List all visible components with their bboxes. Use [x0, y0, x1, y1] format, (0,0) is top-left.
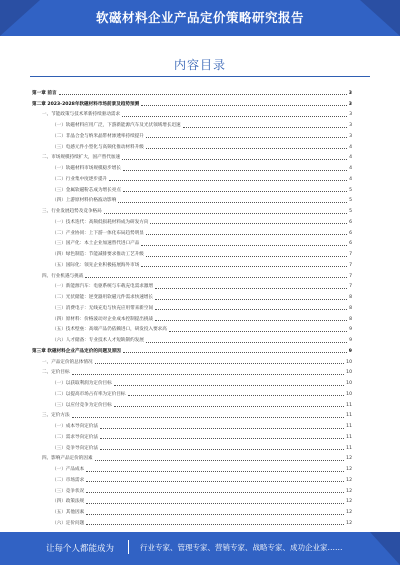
toc-entry[interactable]: [32, 344, 352, 355]
toc-entry-title: （二）非晶合金与纳米晶带材渗透率持续提升: [52, 133, 144, 139]
toc-entry-title: 四、行业机遇与挑战: [42, 273, 84, 279]
toc-entry-title: （四）政策法规: [52, 499, 85, 505]
toc-entry-title: （二）行业集中度逐步提升: [52, 176, 108, 182]
toc-entry-page: 4: [349, 155, 352, 161]
toc-entry[interactable]: [32, 140, 352, 151]
toc-leader-dots: [95, 363, 345, 364]
toc-entry[interactable]: [32, 505, 352, 516]
toc-entry-title: （三）竞争状况: [52, 488, 85, 494]
toc-entry-page: 6: [349, 241, 352, 247]
toc-entry[interactable]: [32, 441, 352, 452]
toc-entry-page: 9: [348, 348, 352, 354]
toc-entry[interactable]: [32, 290, 352, 301]
toc-entry[interactable]: [32, 161, 352, 172]
toc-entry-page: 4: [349, 144, 352, 150]
toc-entry-page: 3: [348, 90, 352, 96]
toc-entry[interactable]: [32, 183, 352, 194]
toc-entry-page: 12: [346, 520, 352, 526]
toc-entry-page: 7: [349, 273, 352, 279]
toc-entry[interactable]: [32, 419, 352, 430]
toc-entry-title: （二）光伏储能：逆变器用软磁元件需求快速增长: [52, 295, 154, 300]
toc-entry[interactable]: [32, 323, 352, 334]
toc-leader-dots: [86, 492, 344, 493]
toc-entry-title: （一）成本导向定价法: [52, 424, 98, 429]
toc-entry-page: 11: [346, 445, 352, 451]
toc-entry[interactable]: [32, 129, 352, 140]
toc-leader-dots: [128, 395, 345, 396]
toc-entry-title: 第三章 软磁材料企业产品定价的问题及原因: [32, 348, 121, 354]
toc-entry-title: 一、节能政策与技术革新持续驱动需求: [42, 112, 121, 118]
toc-entry[interactable]: [32, 376, 352, 387]
toc-leader-dots: [122, 159, 347, 160]
toc-leader-dots: [122, 116, 347, 117]
toc-entry[interactable]: [32, 194, 352, 205]
toc-leader-dots: [155, 299, 347, 300]
toc-entry-page: 5: [349, 187, 352, 193]
toc-entry-title: 二、市场规模持续扩大，国产替代加速: [42, 155, 121, 161]
toc-entry[interactable]: [32, 333, 352, 344]
toc-leader-dots: [59, 94, 347, 95]
toc-leader-dots: [86, 503, 344, 504]
toc-entry-page: 7: [349, 262, 352, 268]
toc-entry-title: （一）软磁材料市场规模稳步增长: [52, 166, 121, 171]
toc-entry-page: 8: [349, 316, 352, 322]
toc-leader-dots: [123, 191, 347, 192]
toc-entry[interactable]: [32, 247, 352, 258]
toc-entry-title: （二）市场需求: [52, 477, 85, 483]
toc-leader-dots: [146, 234, 347, 235]
toc-entry-title: （一）产品成本: [52, 467, 85, 472]
toc-title: 内容目录: [173, 58, 226, 72]
toc-leader-dots: [100, 428, 344, 429]
toc-entry-title: （二）需求导向定价法: [52, 434, 98, 440]
toc-entry-page: 3: [349, 112, 352, 118]
toc-leader-dots: [104, 213, 347, 214]
table-of-contents: [32, 86, 352, 527]
toc-entry-title: （六）定价问题: [52, 520, 85, 526]
toc-leader-dots: [155, 288, 347, 289]
toc-leader-dots: [85, 277, 347, 278]
toc-entry-page: 7: [349, 252, 352, 257]
toc-entry-page: 11: [346, 434, 352, 440]
toc-entry-title: （三）金属软磁粉芯成为增长亮点: [52, 187, 121, 193]
toc-entry-title: 三、行业发展趋势及竞争格局: [42, 209, 102, 214]
toc-entry[interactable]: [32, 226, 352, 237]
toc-entry[interactable]: [32, 366, 352, 377]
toc-entry-title: （三）国产化：本土企业加速替代进口产品: [52, 241, 140, 247]
toc-entry-page: 4: [349, 166, 352, 171]
toc-entry[interactable]: [32, 151, 352, 162]
toc-leader-dots: [100, 449, 344, 450]
toc-entry-page: 6: [349, 230, 352, 236]
toc-entry-title: （三）电感元件小型化与高频化推动材料升级: [52, 144, 144, 150]
toc-entry[interactable]: [32, 312, 352, 323]
toc-entry-title: （四）绿色制造：节能减排要求推动工艺升级: [52, 252, 144, 257]
toc-entry-title: 第一章 前言: [32, 90, 57, 96]
toc-leader-dots: [141, 245, 347, 246]
toc-leader-dots: [146, 137, 347, 138]
toc-entry-title: （六）人才储备：专业技术人才短缺制约发展: [52, 338, 144, 343]
toc-entry[interactable]: [32, 280, 352, 291]
toc-entry-page: 3: [348, 101, 352, 107]
toc-entry-page: 9: [349, 338, 352, 343]
toc-entry-title: （三）竞争导向定价法: [52, 445, 98, 451]
toc-entry[interactable]: [32, 484, 352, 495]
toc-leader-dots: [109, 180, 347, 181]
toc-entry[interactable]: [32, 409, 352, 420]
toc-entry-page: 10: [346, 391, 352, 397]
toc-entry[interactable]: [32, 398, 352, 409]
toc-entry-title: 一、产品定价的总体情况: [42, 359, 93, 365]
toc-entry-title: （一）以获取利润为定价目标: [52, 381, 112, 386]
toc-entry-page: 12: [346, 499, 352, 505]
toc-entry-page: 12: [346, 510, 352, 515]
toc-entry-title: （五）其他因素: [52, 510, 85, 515]
toc-entry-title: （一）新能源汽车：电驱系统与车载充电需求激增: [52, 284, 154, 290]
toc-entry-page: 12: [346, 467, 352, 472]
toc-entry[interactable]: [32, 215, 352, 226]
toc-entry-page: 5: [349, 209, 352, 214]
toc-leader-dots: [141, 266, 347, 267]
toc-entry[interactable]: [32, 430, 352, 441]
toc-leader-dots: [123, 352, 347, 353]
toc-entry-page: 11: [346, 424, 352, 429]
toc-entry[interactable]: [32, 462, 352, 473]
toc-entry[interactable]: [32, 301, 352, 312]
toc-entry-title: （一）技术迭代：高频低损耗材料成为研发方向: [52, 219, 149, 225]
toc-leader-dots: [95, 460, 345, 461]
toc-entry[interactable]: [32, 86, 352, 97]
toc-leader-dots: [86, 514, 344, 515]
toc-entry-title: （五）技术壁垒：高端产品仍依赖进口，研发投入要求高: [52, 327, 167, 333]
toc-entry[interactable]: [32, 473, 352, 484]
toc-entry-page: 4: [349, 176, 352, 182]
toc-divider: [30, 76, 370, 77]
toc-leader-dots: [72, 417, 345, 418]
toc-entry[interactable]: [32, 495, 352, 506]
toc-entry-page: 10: [346, 381, 352, 386]
toc-entry[interactable]: [32, 516, 352, 527]
footer-decoration: [370, 532, 400, 565]
toc-leader-dots: [141, 105, 347, 106]
footer-divider: [128, 540, 129, 554]
toc-entry-page: 10: [346, 370, 352, 376]
toc-leader-dots: [114, 406, 344, 407]
toc-entry-title: （二）以提高市场占有率为定价目标: [52, 391, 126, 397]
footer-tagline: 行业专家、管理专家、营销专家、战略专家、成功企业家……: [140, 543, 343, 552]
toc-entry-page: 8: [349, 305, 352, 311]
toc-entry[interactable]: [32, 204, 352, 215]
toc-entry[interactable]: [32, 97, 352, 108]
toc-entry-page: 11: [346, 413, 352, 419]
toc-entry-page: 5: [349, 198, 352, 204]
toc-leader-dots: [155, 320, 347, 321]
toc-entry-page: 12: [346, 456, 352, 462]
toc-entry-title: （一）软磁材料应用广泛，下游新能源汽车及光伏领域增长迅速: [52, 123, 181, 128]
toc-entry-page: 3: [349, 123, 352, 128]
toc-entry[interactable]: [32, 355, 352, 366]
toc-leader-dots: [123, 170, 347, 171]
toc-entry-page: 10: [346, 359, 352, 365]
toc-entry-page: 9: [349, 327, 352, 333]
toc-entry-title: （四）原材料：价格波动对企业成本控制提出挑战: [52, 316, 154, 322]
toc-leader-dots: [155, 309, 347, 310]
toc-entry-title: 四、影响产品定价的因素: [42, 456, 93, 462]
toc-leader-dots: [146, 342, 347, 343]
toc-entry[interactable]: [32, 108, 352, 119]
toc-entry[interactable]: [32, 269, 352, 280]
toc-entry-page: 6: [349, 219, 352, 225]
toc-leader-dots: [169, 331, 347, 332]
toc-entry[interactable]: [32, 387, 352, 398]
toc-entry[interactable]: [32, 118, 352, 129]
toc-entry[interactable]: [32, 258, 352, 269]
toc-leader-dots: [183, 127, 347, 128]
toc-entry-title: （三）以应付竞争为定价目标: [52, 402, 112, 408]
toc-leader-dots: [114, 385, 344, 386]
toc-leader-dots: [146, 256, 347, 257]
toc-entry-page: 12: [346, 477, 352, 483]
toc-entry-title: （四）上游原材料价格波动影响: [52, 198, 117, 204]
toc-entry[interactable]: [32, 172, 352, 183]
report-title: 软磁材料企业产品定价策略研究报告: [95, 10, 304, 25]
toc-entry-title: 三、定价方法: [42, 413, 70, 419]
toc-leader-dots: [86, 481, 344, 482]
toc-entry-page: 3: [349, 133, 352, 139]
toc-entry-title: （二）产业协同：上下游一体化布局趋势明显: [52, 230, 144, 236]
toc-leader-dots: [118, 202, 347, 203]
toc-leader-dots: [86, 471, 344, 472]
toc-entry-page: 8: [349, 295, 352, 300]
toc-entry-title: （三）消费电子：无线充电与快充应用带来新空间: [52, 305, 154, 311]
toc-entry-title: 二、定价目标: [42, 370, 70, 376]
footer-slogan: 让每个人都能成为: [46, 544, 115, 554]
toc-leader-dots: [86, 524, 344, 525]
toc-entry-title: （五）国际化：领先企业积极拓展海外市场: [52, 262, 140, 268]
toc-leader-dots: [146, 148, 347, 149]
toc-entry-page: 7: [349, 284, 352, 290]
toc-leader-dots: [72, 374, 345, 375]
toc-entry-page: 11: [346, 402, 352, 408]
toc-leader-dots: [100, 438, 344, 439]
toc-leader-dots: [150, 223, 347, 224]
toc-entry[interactable]: [32, 237, 352, 248]
toc-entry-page: 12: [346, 488, 352, 494]
toc-entry[interactable]: [32, 452, 352, 463]
toc-entry-title: 第二章 2023-2028年软磁材料市场前景及趋势预测: [32, 101, 140, 107]
